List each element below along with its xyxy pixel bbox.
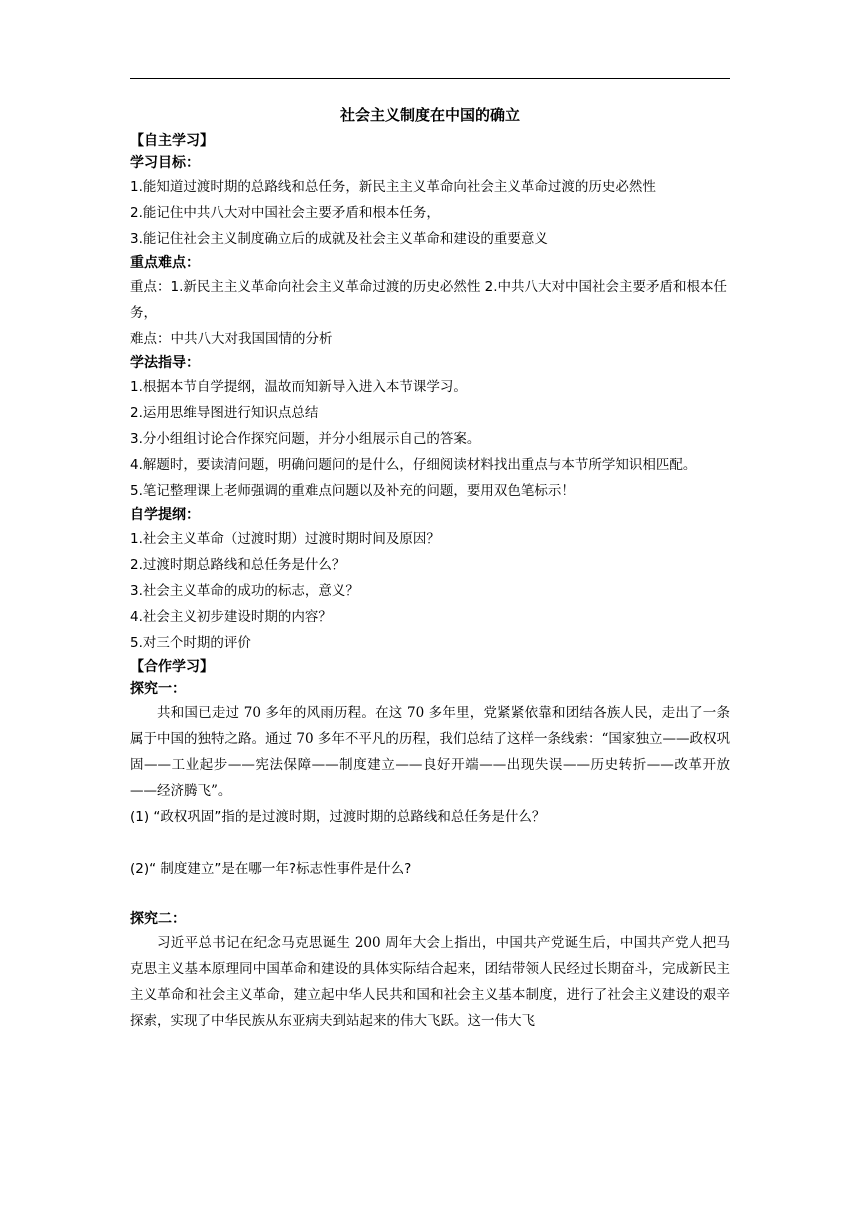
outline-item: 4.社会主义初步建设时期的内容？ [130, 609, 332, 625]
method-heading: 学法指导： [130, 355, 200, 371]
key-point-text: 重点：1.新民主主义革命向社会主义革命过渡的历史必然性 2.中共八大对中国社会主要矛盾和根本任务， [130, 279, 728, 321]
goals-heading: 学习目标： [130, 155, 200, 171]
inquiry2-heading: 探究二： [130, 911, 186, 927]
method-item: 4.解题时，要读清问题，明确问题问的是什么，仔细阅读材料找出重点与本节所学知识相匹配。 [130, 457, 697, 473]
header-rule [130, 78, 730, 79]
outline-list [130, 526, 730, 656]
answer-space [130, 882, 730, 908]
key-points-heading: 重点难点： [130, 255, 200, 271]
goal-item: 2.能记住中共八大对中国社会主要矛盾和根本任务， [130, 205, 440, 221]
method-item: 1.根据本节自学提纲，温故而知新导入进入本节课学习。 [130, 379, 467, 395]
outline-heading: 自学提纲： [130, 507, 200, 523]
document-body [130, 104, 730, 1034]
outline-item: 3.社会主义革命的成功的标志，意义？ [130, 583, 359, 599]
inquiry1-heading: 探究一： [130, 681, 186, 697]
page-title: 社会主义制度在中国的确立 [339, 106, 520, 124]
method-item: 3.分小组组讨论合作探究问题，并分小组展示自己的答案。 [130, 431, 481, 447]
goal-item: 3.能记住社会主义制度确立后的成就及社会主义革命和建设的重要意义 [130, 231, 548, 247]
section-cooperative: 【合作学习】 [130, 659, 214, 675]
method-list [130, 374, 730, 504]
difficult-point-text: 难点：中共八大对我国国情的分析 [130, 331, 333, 347]
goal-item: 1.能知道过渡时期的总路线和总任务，新民主主义革命向社会主义革命过渡的历史必然性 [130, 179, 656, 195]
section-self-study: 【自主学习】 [130, 133, 214, 149]
answer-space [130, 830, 730, 856]
outline-item: 5.对三个时期的评价 [130, 635, 251, 651]
inquiry1-paragraph: 共和国已走过 70 多年的风雨历程。在这 70 多年里，党紧紧依靠和团结各族人民，走出了一条属于中国的独特之路。通过 70 多年不平凡的历程，我们总结了这样一条线索：“国家独立——政权巩固——工业起步——宪法保障——制度建立——良好开端——出现失误——历史转折——改革开放——经济腾飞”。 [130, 705, 730, 799]
outline-item: 2.过渡时期总路线和总任务是什么？ [130, 557, 346, 573]
method-item: 2.运用思维导图进行知识点总结 [130, 405, 319, 421]
outline-item: 1.社会主义革命（过渡时期）过渡时期时间及原因？ [130, 531, 440, 547]
inquiry1-question-1: (1) “政权巩固”指的是过渡时期，过渡时期的总路线和总任务是什么？ [130, 809, 546, 825]
goals-list [130, 174, 730, 252]
method-item: 5.笔记整理课上老师强调的重难点问题以及补充的问题，要用双色笔标示！ [130, 483, 575, 499]
inquiry1-question-2: (2)“ 制度建立”是在哪一年?标志性事件是什么? [130, 861, 412, 877]
inquiry2-paragraph: 习近平总书记在纪念马克思诞生 200 周年大会上指出，中国共产党诞生后，中国共产党人把马克思主义基本原理同中国革命和建设的具体实际结合起来，团结带领人民经过长期奋斗，完成新民主主义革命和社会主义革命，建立起中华人民共和国和社会主义基本制度，进行了社会主义建设的艰辛探索，实现了中华民族从东亚病夫到站起来的伟大飞跃。这一伟大飞 [130, 935, 730, 1029]
